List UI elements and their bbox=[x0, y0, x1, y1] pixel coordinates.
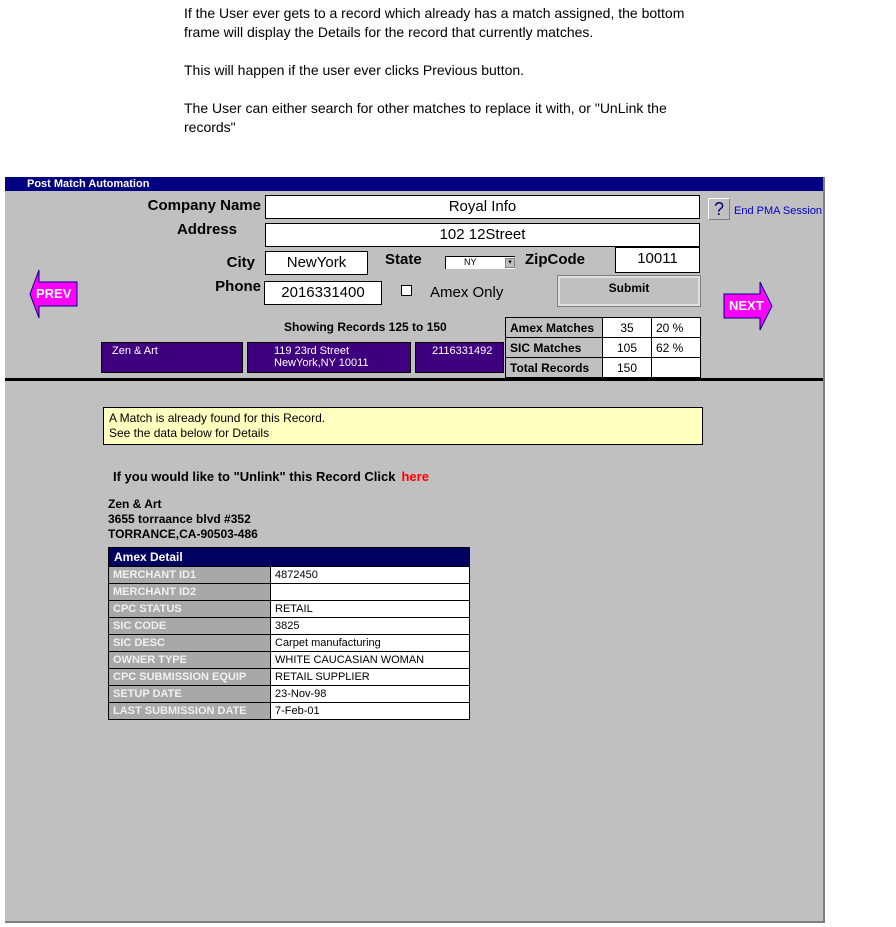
matched-address bbox=[108, 497, 258, 542]
amex-detail-title: Amex Detail bbox=[109, 548, 470, 567]
stats-label: Total Records bbox=[506, 358, 603, 378]
detail-key: MERCHANT ID2 bbox=[109, 584, 271, 601]
detail-key: SIC CODE bbox=[109, 618, 271, 635]
stats-percent: 20 % bbox=[652, 318, 701, 338]
detail-value: RETAIL bbox=[271, 601, 470, 618]
next-button[interactable] bbox=[723, 281, 773, 331]
detail-row bbox=[109, 601, 470, 618]
stats-count: 35 bbox=[603, 318, 652, 338]
note-paragraph: This will happen if the user ever clicks Previous button. bbox=[184, 62, 525, 78]
detail-row bbox=[109, 703, 470, 720]
zipcode-input[interactable]: 10011 bbox=[615, 247, 700, 273]
stats-percent: 62 % bbox=[652, 338, 701, 358]
phone-label: Phone bbox=[215, 278, 261, 295]
unlink-prompt bbox=[113, 469, 429, 484]
detail-value: 7-Feb-01 bbox=[271, 703, 470, 720]
amex-detail-table bbox=[108, 547, 470, 720]
detail-value: 4872450 bbox=[271, 567, 470, 584]
matched-street: 3655 torraance blvd #352 bbox=[108, 512, 251, 526]
detail-row bbox=[109, 618, 470, 635]
matched-city: TORRANCE,CA-90503-486 bbox=[108, 527, 258, 541]
address-input[interactable]: 102 12Street bbox=[265, 223, 700, 247]
submit-button[interactable]: Submit bbox=[558, 276, 700, 306]
city-input[interactable]: NewYork bbox=[265, 251, 368, 275]
detail-value: 3825 bbox=[271, 618, 470, 635]
detail-key: OWNER TYPE bbox=[109, 652, 271, 669]
note-paragraph: The User can either search for other matches to replace it with, or "UnLink the records" bbox=[184, 100, 667, 135]
dropdown-arrow-icon[interactable]: ▾ bbox=[505, 258, 515, 268]
end-pma-session-link[interactable]: End PMA Session bbox=[734, 205, 823, 217]
frame-divider bbox=[5, 378, 823, 381]
detail-row bbox=[109, 686, 470, 703]
next-label: NEXT bbox=[729, 298, 764, 313]
stats-label: SIC Matches bbox=[506, 338, 603, 358]
detail-key: MERCHANT ID1 bbox=[109, 567, 271, 584]
unlink-text: If you would like to "Unlink" this Record Click bbox=[113, 469, 396, 484]
stats-count: 150 bbox=[603, 358, 652, 378]
notice-line: A Match is already found for this Record. bbox=[109, 411, 326, 425]
record-phone: 2116331492 bbox=[432, 345, 493, 357]
match-found-notice bbox=[103, 407, 703, 445]
detail-row bbox=[109, 567, 470, 584]
match-stats-table bbox=[505, 317, 701, 378]
stats-row bbox=[506, 318, 701, 338]
detail-key: LAST SUBMISSION DATE bbox=[109, 703, 271, 720]
showing-records-text: Showing Records 125 to 150 bbox=[284, 320, 447, 334]
state-select[interactable] bbox=[445, 256, 515, 269]
detail-row bbox=[109, 652, 470, 669]
address-label: Address bbox=[176, 221, 237, 238]
matched-name: Zen & Art bbox=[108, 497, 162, 511]
stats-row bbox=[506, 338, 701, 358]
detail-value: WHITE CAUCASIAN WOMAN bbox=[271, 652, 470, 669]
state-value: NY bbox=[464, 257, 477, 267]
detail-key: SETUP DATE bbox=[109, 686, 271, 703]
detail-key: CPC SUBMISSION EQUIP bbox=[109, 669, 271, 686]
detail-value bbox=[271, 584, 470, 601]
instruction-note bbox=[184, 4, 704, 137]
detail-row bbox=[109, 584, 470, 601]
amex-only-label: Amex Only bbox=[430, 284, 504, 301]
amex-only-checkbox[interactable] bbox=[401, 285, 412, 296]
record-address-cell[interactable] bbox=[247, 342, 411, 373]
state-label: State bbox=[385, 251, 422, 268]
record-address-line1: 119 23rd Street bbox=[274, 345, 350, 357]
record-phone-cell[interactable] bbox=[415, 342, 504, 373]
help-button[interactable]: ? bbox=[708, 198, 730, 220]
stats-percent bbox=[652, 358, 701, 378]
zipcode-label: ZipCode bbox=[525, 251, 585, 268]
record-name-cell[interactable] bbox=[101, 342, 243, 373]
prev-label: PREV bbox=[36, 286, 72, 301]
pma-window bbox=[5, 177, 825, 923]
detail-value: RETAIL SUPPLIER bbox=[271, 669, 470, 686]
detail-value: 23-Nov-98 bbox=[271, 686, 470, 703]
window-title: Post Match Automation bbox=[27, 178, 150, 190]
prev-button[interactable] bbox=[29, 269, 79, 319]
detail-key: SIC DESC bbox=[109, 635, 271, 652]
city-label: City bbox=[226, 254, 255, 271]
stats-count: 105 bbox=[603, 338, 652, 358]
notice-line: See the data below for Details bbox=[109, 426, 270, 440]
stats-label: Amex Matches bbox=[506, 318, 603, 338]
detail-value: Carpet manufacturing bbox=[271, 635, 470, 652]
detail-row bbox=[109, 669, 470, 686]
unlink-here-link[interactable]: here bbox=[401, 469, 429, 484]
window-titlebar bbox=[5, 177, 823, 191]
record-name: Zen & Art bbox=[112, 345, 158, 357]
phone-input[interactable]: 2016331400 bbox=[264, 281, 382, 305]
note-paragraph: If the User ever gets to a record which already has a match assigned, the bottom frame will display the Details for the record that currently matches. bbox=[184, 5, 685, 40]
detail-key: CPC STATUS bbox=[109, 601, 271, 618]
company-name-input[interactable]: Royal Info bbox=[265, 195, 700, 219]
stats-row bbox=[506, 358, 701, 378]
detail-row bbox=[109, 635, 470, 652]
company-name-label: Company Name bbox=[147, 197, 261, 214]
record-address-line2: NewYork,NY 10011 bbox=[274, 357, 369, 369]
